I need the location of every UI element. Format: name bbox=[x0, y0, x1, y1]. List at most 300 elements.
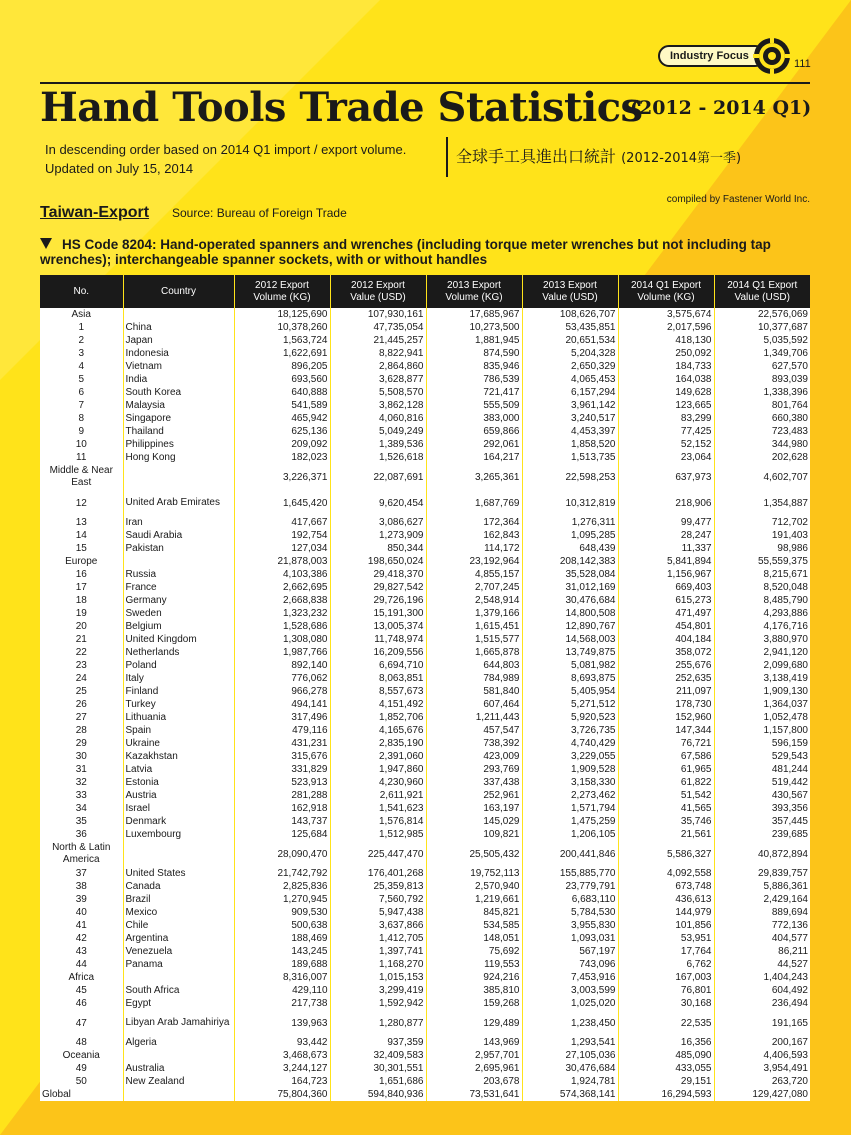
table-row bbox=[40, 425, 810, 438]
value-cell: 73,531,641 bbox=[426, 1088, 522, 1101]
value-cell: 10,377,687 bbox=[714, 321, 810, 334]
value-cell: 1,015,153 bbox=[330, 971, 426, 984]
value-cell: 178,730 bbox=[618, 698, 714, 711]
page-number: 111 bbox=[794, 58, 811, 70]
value-cell: 418,130 bbox=[618, 334, 714, 347]
table-row bbox=[40, 1075, 810, 1088]
value-cell: 1,238,450 bbox=[522, 1010, 618, 1036]
value-cell: 776,062 bbox=[234, 672, 330, 685]
value-cell: 18,125,690 bbox=[234, 308, 330, 321]
country-cell: United Kingdom bbox=[123, 633, 234, 646]
value-cell: 1,475,259 bbox=[522, 815, 618, 828]
country-cell: China bbox=[123, 321, 234, 334]
rank-cell: 48 bbox=[40, 1036, 123, 1049]
region-label: Taiwan-Export bbox=[40, 204, 150, 221]
value-cell: 1,168,270 bbox=[330, 958, 426, 971]
value-cell: 11,337 bbox=[618, 542, 714, 555]
value-cell: 3,637,866 bbox=[330, 919, 426, 932]
value-cell: 317,496 bbox=[234, 711, 330, 724]
value-cell: 123,665 bbox=[618, 399, 714, 412]
region-name-cell: North & Latin America bbox=[40, 841, 123, 867]
value-cell: 1,909,130 bbox=[714, 685, 810, 698]
value-cell: 189,688 bbox=[234, 958, 330, 971]
value-cell: 129,489 bbox=[426, 1010, 522, 1036]
gear-wrench-icon bbox=[752, 36, 792, 76]
value-cell: 1,571,794 bbox=[522, 802, 618, 815]
table-row bbox=[40, 763, 810, 776]
value-cell: 4,855,157 bbox=[426, 568, 522, 581]
value-cell: 4,602,707 bbox=[714, 464, 810, 490]
value-cell: 200,167 bbox=[714, 1036, 810, 1049]
column-header: 2014 Q1 Export Value (USD) bbox=[714, 275, 810, 308]
value-cell: 937,359 bbox=[330, 1036, 426, 1049]
value-cell: 5,886,361 bbox=[714, 880, 810, 893]
country-cell: Pakistan bbox=[123, 542, 234, 555]
value-cell: 61,822 bbox=[618, 776, 714, 789]
value-cell: 191,165 bbox=[714, 1010, 810, 1036]
table-row bbox=[40, 438, 810, 451]
value-cell: 429,110 bbox=[234, 984, 330, 997]
value-cell: 1,206,105 bbox=[522, 828, 618, 841]
trade-statistics-table bbox=[40, 275, 810, 1101]
table-row bbox=[40, 737, 810, 750]
value-cell: 217,738 bbox=[234, 997, 330, 1010]
country-cell: Germany bbox=[123, 594, 234, 607]
country-cell: Russia bbox=[123, 568, 234, 581]
value-cell: 5,841,894 bbox=[618, 555, 714, 568]
table-row bbox=[40, 620, 810, 633]
table-row bbox=[40, 880, 810, 893]
value-cell: 4,060,816 bbox=[330, 412, 426, 425]
value-cell: 108,626,707 bbox=[522, 308, 618, 321]
value-cell: 8,693,875 bbox=[522, 672, 618, 685]
value-cell: 32,409,583 bbox=[330, 1049, 426, 1062]
rank-cell: 3 bbox=[40, 347, 123, 360]
value-cell: 155,885,770 bbox=[522, 867, 618, 880]
country-cell: Chile bbox=[123, 919, 234, 932]
country-cell: Venezuela bbox=[123, 945, 234, 958]
value-cell: 644,803 bbox=[426, 659, 522, 672]
rank-cell: 43 bbox=[40, 945, 123, 958]
table-row bbox=[40, 997, 810, 1010]
value-cell: 2,650,329 bbox=[522, 360, 618, 373]
value-cell: 738,392 bbox=[426, 737, 522, 750]
value-cell: 255,676 bbox=[618, 659, 714, 672]
value-cell: 17,764 bbox=[618, 945, 714, 958]
value-cell: 2,864,860 bbox=[330, 360, 426, 373]
table-row bbox=[40, 867, 810, 880]
value-cell: 21,561 bbox=[618, 828, 714, 841]
value-cell: 1,513,735 bbox=[522, 451, 618, 464]
value-cell: 607,464 bbox=[426, 698, 522, 711]
column-header: 2013 Export Value (USD) bbox=[522, 275, 618, 308]
value-cell: 1,412,705 bbox=[330, 932, 426, 945]
country-cell: Ukraine bbox=[123, 737, 234, 750]
value-cell: 209,092 bbox=[234, 438, 330, 451]
value-cell: 874,590 bbox=[426, 347, 522, 360]
value-cell: 200,441,846 bbox=[522, 841, 618, 867]
value-cell: 404,184 bbox=[618, 633, 714, 646]
table-row bbox=[40, 321, 810, 334]
country-cell: Kazakhstan bbox=[123, 750, 234, 763]
value-cell: 1,858,520 bbox=[522, 438, 618, 451]
value-cell: 5,920,523 bbox=[522, 711, 618, 724]
value-cell: 44,527 bbox=[714, 958, 810, 971]
value-cell: 1,379,166 bbox=[426, 607, 522, 620]
value-cell: 8,520,048 bbox=[714, 581, 810, 594]
rank-cell: 42 bbox=[40, 932, 123, 945]
table-row bbox=[40, 698, 810, 711]
value-cell: 7,560,792 bbox=[330, 893, 426, 906]
value-cell: 485,090 bbox=[618, 1049, 714, 1062]
country-cell: Egypt bbox=[123, 997, 234, 1010]
table-row bbox=[40, 711, 810, 724]
value-cell: 534,585 bbox=[426, 919, 522, 932]
table-row bbox=[40, 984, 810, 997]
value-cell: 1,687,769 bbox=[426, 490, 522, 516]
value-cell: 29,726,196 bbox=[330, 594, 426, 607]
value-cell: 21,445,257 bbox=[330, 334, 426, 347]
rank-cell: 14 bbox=[40, 529, 123, 542]
value-cell: 465,942 bbox=[234, 412, 330, 425]
country-cell: Spain bbox=[123, 724, 234, 737]
rank-cell: 2 bbox=[40, 334, 123, 347]
empty-cell bbox=[123, 1049, 234, 1062]
value-cell: 383,000 bbox=[426, 412, 522, 425]
rank-cell: 30 bbox=[40, 750, 123, 763]
subtitle-divider bbox=[446, 137, 448, 177]
value-cell: 3,880,970 bbox=[714, 633, 810, 646]
value-cell: 4,103,386 bbox=[234, 568, 330, 581]
value-cell: 1,404,243 bbox=[714, 971, 810, 984]
value-cell: 471,497 bbox=[618, 607, 714, 620]
triangle-down-icon bbox=[40, 238, 52, 249]
country-cell: Estonia bbox=[123, 776, 234, 789]
value-cell: 1,665,878 bbox=[426, 646, 522, 659]
value-cell: 6,157,294 bbox=[522, 386, 618, 399]
table-row bbox=[40, 1062, 810, 1075]
country-cell: Canada bbox=[123, 880, 234, 893]
rank-cell: 44 bbox=[40, 958, 123, 971]
value-cell: 25,359,813 bbox=[330, 880, 426, 893]
table-header-row bbox=[40, 275, 810, 308]
value-cell: 23,779,791 bbox=[522, 880, 618, 893]
value-cell: 801,764 bbox=[714, 399, 810, 412]
value-cell: 263,720 bbox=[714, 1075, 810, 1088]
value-cell: 1,273,909 bbox=[330, 529, 426, 542]
table-row bbox=[40, 815, 810, 828]
value-cell: 22,535 bbox=[618, 1010, 714, 1036]
country-cell: Indonesia bbox=[123, 347, 234, 360]
table-row bbox=[40, 568, 810, 581]
value-cell: 163,197 bbox=[426, 802, 522, 815]
value-cell: 176,401,268 bbox=[330, 867, 426, 880]
country-cell: Singapore bbox=[123, 412, 234, 425]
value-cell: 19,752,113 bbox=[426, 867, 522, 880]
value-cell: 5,271,512 bbox=[522, 698, 618, 711]
region-row bbox=[40, 308, 810, 321]
region-row bbox=[40, 1049, 810, 1062]
value-cell: 3,862,128 bbox=[330, 399, 426, 412]
table-row bbox=[40, 516, 810, 529]
value-cell: 109,821 bbox=[426, 828, 522, 841]
value-cell: 1,512,985 bbox=[330, 828, 426, 841]
value-cell: 1,592,942 bbox=[330, 997, 426, 1010]
rank-cell: 23 bbox=[40, 659, 123, 672]
value-cell: 1,095,285 bbox=[522, 529, 618, 542]
value-cell: 423,009 bbox=[426, 750, 522, 763]
country-cell: New Zealand bbox=[123, 1075, 234, 1088]
value-cell: 172,364 bbox=[426, 516, 522, 529]
value-cell: 519,442 bbox=[714, 776, 810, 789]
rank-cell: 4 bbox=[40, 360, 123, 373]
value-cell: 119,553 bbox=[426, 958, 522, 971]
value-cell: 191,403 bbox=[714, 529, 810, 542]
value-cell: 555,509 bbox=[426, 399, 522, 412]
value-cell: 77,425 bbox=[618, 425, 714, 438]
table-row bbox=[40, 893, 810, 906]
value-cell: 784,989 bbox=[426, 672, 522, 685]
value-cell: 147,344 bbox=[618, 724, 714, 737]
value-cell: 162,918 bbox=[234, 802, 330, 815]
value-cell: 1,354,887 bbox=[714, 490, 810, 516]
region-row bbox=[40, 555, 810, 568]
value-cell: 1,528,686 bbox=[234, 620, 330, 633]
value-cell: 41,565 bbox=[618, 802, 714, 815]
value-cell: 1,211,443 bbox=[426, 711, 522, 724]
table-row bbox=[40, 399, 810, 412]
country-cell: India bbox=[123, 373, 234, 386]
table-row bbox=[40, 360, 810, 373]
value-cell: 192,754 bbox=[234, 529, 330, 542]
table-row bbox=[40, 607, 810, 620]
value-cell: 660,380 bbox=[714, 412, 810, 425]
value-cell: 7,453,916 bbox=[522, 971, 618, 984]
value-cell: 574,368,141 bbox=[522, 1088, 618, 1101]
rank-cell: 37 bbox=[40, 867, 123, 880]
value-cell: 182,023 bbox=[234, 451, 330, 464]
rank-cell: 50 bbox=[40, 1075, 123, 1088]
country-cell: Lithuania bbox=[123, 711, 234, 724]
rank-cell: 45 bbox=[40, 984, 123, 997]
empty-cell bbox=[123, 308, 234, 321]
value-cell: 10,273,500 bbox=[426, 321, 522, 334]
country-cell: Malaysia bbox=[123, 399, 234, 412]
value-cell: 293,769 bbox=[426, 763, 522, 776]
country-cell: Finland bbox=[123, 685, 234, 698]
value-cell: 1,389,536 bbox=[330, 438, 426, 451]
value-cell: 1,276,311 bbox=[522, 516, 618, 529]
table-row bbox=[40, 633, 810, 646]
value-cell: 529,543 bbox=[714, 750, 810, 763]
value-cell: 625,136 bbox=[234, 425, 330, 438]
rank-cell: 35 bbox=[40, 815, 123, 828]
value-cell: 25,505,432 bbox=[426, 841, 522, 867]
value-cell: 331,829 bbox=[234, 763, 330, 776]
value-cell: 28,247 bbox=[618, 529, 714, 542]
value-cell: 40,872,894 bbox=[714, 841, 810, 867]
value-cell: 10,378,260 bbox=[234, 321, 330, 334]
value-cell: 481,244 bbox=[714, 763, 810, 776]
hs-code-heading bbox=[40, 237, 810, 267]
country-cell: Belgium bbox=[123, 620, 234, 633]
value-cell: 581,840 bbox=[426, 685, 522, 698]
value-cell: 627,570 bbox=[714, 360, 810, 373]
empty-cell bbox=[123, 841, 234, 867]
region-name-cell: Oceania bbox=[40, 1049, 123, 1062]
country-cell: Iran bbox=[123, 516, 234, 529]
value-cell: 5,081,982 bbox=[522, 659, 618, 672]
rank-cell: 9 bbox=[40, 425, 123, 438]
rank-cell: 28 bbox=[40, 724, 123, 737]
value-cell: 3,240,517 bbox=[522, 412, 618, 425]
value-cell: 236,494 bbox=[714, 997, 810, 1010]
chinese-title-text: 全球手工具進出口統計 bbox=[456, 147, 617, 166]
country-cell: United Arab Emirates bbox=[123, 490, 234, 516]
value-cell: 3,628,877 bbox=[330, 373, 426, 386]
value-cell: 1,156,967 bbox=[618, 568, 714, 581]
value-cell: 615,273 bbox=[618, 594, 714, 607]
value-cell: 188,469 bbox=[234, 932, 330, 945]
value-cell: 1,338,396 bbox=[714, 386, 810, 399]
rank-cell: 5 bbox=[40, 373, 123, 386]
rank-cell: 18 bbox=[40, 594, 123, 607]
table-row bbox=[40, 750, 810, 763]
rank-cell: 34 bbox=[40, 802, 123, 815]
value-cell: 8,557,673 bbox=[330, 685, 426, 698]
chinese-title-range: (2012-2014第一季) bbox=[621, 151, 742, 166]
value-cell: 3,229,055 bbox=[522, 750, 618, 763]
value-cell: 51,542 bbox=[618, 789, 714, 802]
value-cell: 1,280,877 bbox=[330, 1010, 426, 1036]
value-cell: 29,151 bbox=[618, 1075, 714, 1088]
value-cell: 523,913 bbox=[234, 776, 330, 789]
table-body bbox=[40, 308, 810, 1101]
value-cell: 145,029 bbox=[426, 815, 522, 828]
rank-cell: 26 bbox=[40, 698, 123, 711]
rank-cell: 11 bbox=[40, 451, 123, 464]
value-cell: 1,924,781 bbox=[522, 1075, 618, 1088]
value-cell: 594,840,936 bbox=[330, 1088, 426, 1101]
value-cell: 143,245 bbox=[234, 945, 330, 958]
column-header: 2012 Export Value (USD) bbox=[330, 275, 426, 308]
value-cell: 6,762 bbox=[618, 958, 714, 971]
value-cell: 4,165,676 bbox=[330, 724, 426, 737]
table-row bbox=[40, 932, 810, 945]
value-cell: 22,087,691 bbox=[330, 464, 426, 490]
value-cell: 22,598,253 bbox=[522, 464, 618, 490]
country-cell: Latvia bbox=[123, 763, 234, 776]
value-cell: 4,293,886 bbox=[714, 607, 810, 620]
value-cell: 4,092,558 bbox=[618, 867, 714, 880]
value-cell: 5,508,570 bbox=[330, 386, 426, 399]
value-cell: 225,447,470 bbox=[330, 841, 426, 867]
value-cell: 8,316,007 bbox=[234, 971, 330, 984]
country-cell: Poland bbox=[123, 659, 234, 672]
value-cell: 35,746 bbox=[618, 815, 714, 828]
chinese-title bbox=[456, 144, 741, 167]
region-row bbox=[40, 971, 810, 984]
value-cell: 75,804,360 bbox=[234, 1088, 330, 1101]
country-cell: Mexico bbox=[123, 906, 234, 919]
value-cell: 417,667 bbox=[234, 516, 330, 529]
table-row bbox=[40, 919, 810, 932]
value-cell: 3,226,371 bbox=[234, 464, 330, 490]
table-row bbox=[40, 1036, 810, 1049]
value-cell: 202,628 bbox=[714, 451, 810, 464]
rank-cell: 16 bbox=[40, 568, 123, 581]
value-cell: 337,438 bbox=[426, 776, 522, 789]
value-cell: 659,866 bbox=[426, 425, 522, 438]
country-cell: Turkey bbox=[123, 698, 234, 711]
country-cell: Thailand bbox=[123, 425, 234, 438]
value-cell: 6,683,110 bbox=[522, 893, 618, 906]
rank-cell: 47 bbox=[40, 1010, 123, 1036]
global-row bbox=[40, 1088, 810, 1101]
value-cell: 53,951 bbox=[618, 932, 714, 945]
value-cell: 5,947,438 bbox=[330, 906, 426, 919]
value-cell: 743,096 bbox=[522, 958, 618, 971]
value-cell: 3,138,419 bbox=[714, 672, 810, 685]
value-cell: 208,142,383 bbox=[522, 555, 618, 568]
rank-cell: 39 bbox=[40, 893, 123, 906]
value-cell: 101,856 bbox=[618, 919, 714, 932]
country-cell: Luxembourg bbox=[123, 828, 234, 841]
value-cell: 1,270,945 bbox=[234, 893, 330, 906]
subtitle-line-2: Updated on July 15, 2014 bbox=[45, 161, 194, 176]
value-cell: 893,039 bbox=[714, 373, 810, 386]
value-cell: 673,748 bbox=[618, 880, 714, 893]
value-cell: 1,526,618 bbox=[330, 451, 426, 464]
value-cell: 23,064 bbox=[618, 451, 714, 464]
column-header: 2012 Export Volume (KG) bbox=[234, 275, 330, 308]
value-cell: 8,822,941 bbox=[330, 347, 426, 360]
value-cell: 61,965 bbox=[618, 763, 714, 776]
value-cell: 1,947,860 bbox=[330, 763, 426, 776]
value-cell: 35,528,084 bbox=[522, 568, 618, 581]
value-cell: 2,695,961 bbox=[426, 1062, 522, 1075]
value-cell: 2,707,245 bbox=[426, 581, 522, 594]
value-cell: 431,231 bbox=[234, 737, 330, 750]
region-row bbox=[40, 841, 810, 867]
value-cell: 892,140 bbox=[234, 659, 330, 672]
value-cell: 76,721 bbox=[618, 737, 714, 750]
country-cell: Netherlands bbox=[123, 646, 234, 659]
value-cell: 27,105,036 bbox=[522, 1049, 618, 1062]
country-cell: South Korea bbox=[123, 386, 234, 399]
value-cell: 184,733 bbox=[618, 360, 714, 373]
value-cell: 75,692 bbox=[426, 945, 522, 958]
global-label-cell: Global bbox=[40, 1088, 123, 1101]
value-cell: 1,645,420 bbox=[234, 490, 330, 516]
value-cell: 500,638 bbox=[234, 919, 330, 932]
rank-cell: 32 bbox=[40, 776, 123, 789]
value-cell: 22,576,069 bbox=[714, 308, 810, 321]
value-cell: 436,613 bbox=[618, 893, 714, 906]
value-cell: 164,217 bbox=[426, 451, 522, 464]
value-cell: 315,676 bbox=[234, 750, 330, 763]
table-row bbox=[40, 776, 810, 789]
region-name-cell: Middle & Near East bbox=[40, 464, 123, 490]
value-cell: 2,825,836 bbox=[234, 880, 330, 893]
country-cell: France bbox=[123, 581, 234, 594]
value-cell: 167,003 bbox=[618, 971, 714, 984]
value-cell: 2,391,060 bbox=[330, 750, 426, 763]
country-cell: Denmark bbox=[123, 815, 234, 828]
source-label: Source: Bureau of Foreign Trade bbox=[172, 206, 347, 220]
value-cell: 3,003,599 bbox=[522, 984, 618, 997]
rank-cell: 33 bbox=[40, 789, 123, 802]
